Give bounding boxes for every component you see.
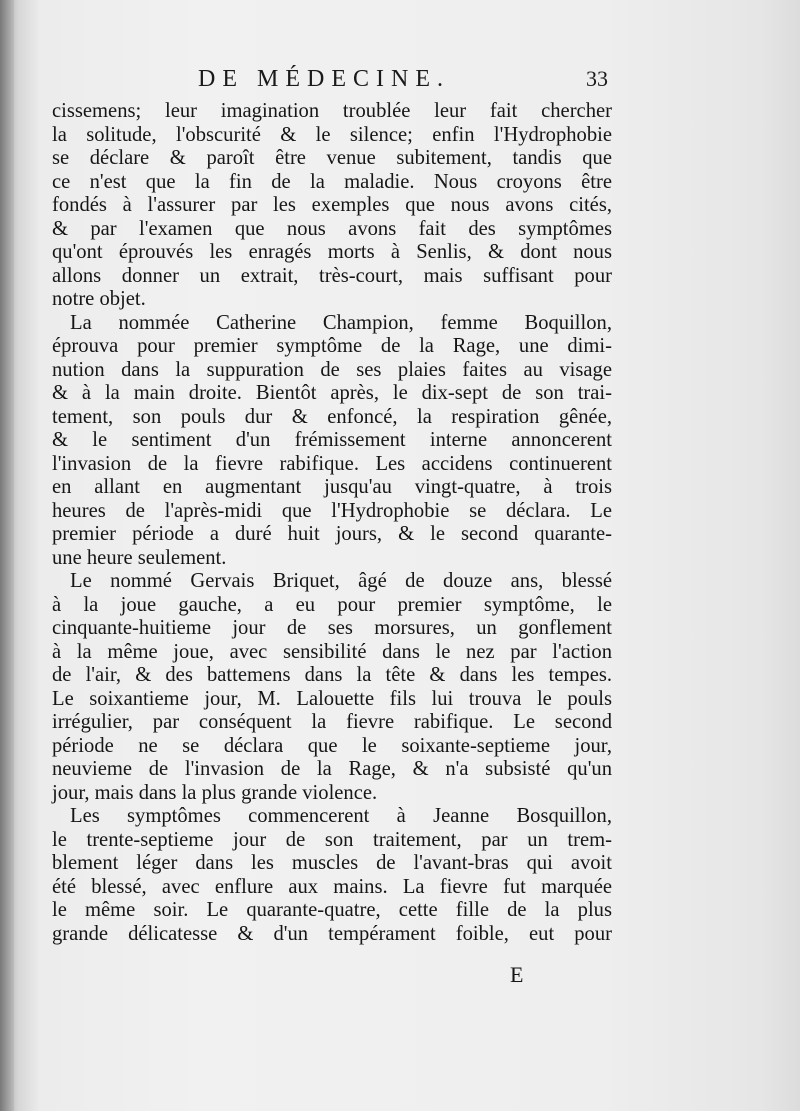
text-line: notre objet.	[52, 288, 146, 310]
text-line: La nommée Catherine Champion, femme Boquillon,	[70, 311, 612, 334]
page-header	[198, 66, 608, 96]
text-line: se déclare & paroît être venue subitement, tandis que	[52, 147, 612, 169]
text-line: période ne se déclara que le soixante-septieme jour,	[52, 734, 612, 757]
text-line: en allant en augmentant jusqu'au vingt-quatre, à trois	[52, 476, 612, 498]
text-line: & par l'examen que nous avons fait des symptômes	[52, 217, 612, 240]
text-line: jour, mais dans la plus grande violence.	[52, 781, 378, 804]
text-line: une heure seulement.	[52, 546, 227, 569]
running-head: DE MÉDECINE.	[198, 66, 450, 92]
body-text	[52, 100, 612, 946]
text-line: & à la main droite. Bientôt après, le dix-sept de son trai-	[52, 382, 612, 404]
text-line: irrégulier, par conséquent la fievre rabifique. Le second	[52, 711, 612, 733]
text-line: nution dans la suppuration de ses plaies faites au visage	[52, 358, 612, 381]
text-line: éprouva pour premier symptôme de la Rage, une dimi-	[52, 335, 612, 357]
text-line: la solitude, l'obscurité & le silence; enfin l'Hydrophobie	[52, 123, 612, 146]
text-line: qu'ont éprouvés les enragés morts à Senlis, & dont nous	[52, 241, 612, 263]
text-line: grande délicatesse & d'un tempérament foible, eut pour	[52, 922, 612, 945]
text-line: ce n'est que la fin de la maladie. Nous croyons être	[52, 170, 612, 193]
text-line: fondés à l'assurer par les exemples que nous avons cités,	[52, 194, 612, 216]
text-line: neuvieme de l'invasion de la Rage, & n'a subsisté qu'un	[52, 758, 612, 780]
text-line: & le sentiment d'un frémissement interne annoncerent	[52, 429, 612, 451]
text-line: cinquante-huitieme jour de ses morsures, un gonflement	[52, 617, 612, 639]
text-line: été blessé, avec enflure aux mains. La fievre fut marquée	[52, 875, 612, 898]
signature-mark: E	[510, 962, 524, 987]
text-line: Les symptômes commencerent à Jeanne Bosquillon,	[70, 805, 612, 827]
text-line: blement léger dans les muscles de l'avant-bras qui avoit	[52, 852, 612, 874]
text-line: à la même joue, avec sensibilité dans le nez par l'action	[52, 640, 612, 663]
text-line: allons donner un extrait, très-court, mais suffisant pour	[52, 264, 612, 287]
text-line: l'invasion de la fievre rabifique. Les accidens continuerent	[52, 452, 612, 475]
page-gutter-shadow	[0, 0, 14, 1111]
text-line: heures de l'après-midi que l'Hydrophobie se déclara. Le	[52, 499, 612, 522]
text-line: Le soixantieme jour, M. Lalouette fils lui trouva le pouls	[52, 687, 612, 710]
text-line: premier période a duré huit jours, & le second quarante-	[52, 523, 612, 545]
text-line: Le nommé Gervais Briquet, âgé de douze ans, blessé	[70, 570, 612, 592]
text-line: cissemens; leur imagination troublée leur fait chercher	[52, 100, 612, 122]
page-number: 33	[586, 66, 608, 91]
text-line: à la joue gauche, a eu pour premier symptôme, le	[52, 593, 612, 616]
text-line: de l'air, & des battemens dans la tête & dans les tempes.	[52, 664, 612, 686]
text-line: le trente-septieme jour de son traitement, par un trem-	[52, 828, 612, 851]
text-line: tement, son pouls dur & enfoncé, la respiration gênée,	[52, 405, 612, 428]
text-line: le même soir. Le quarante-quatre, cette fille de la plus	[52, 899, 612, 921]
